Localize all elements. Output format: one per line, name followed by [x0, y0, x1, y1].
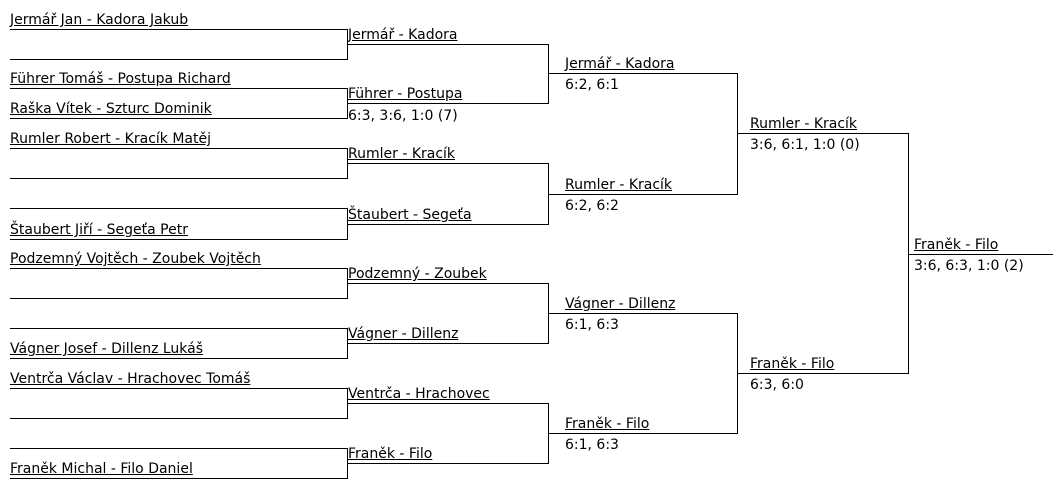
r2-score: 6:3, 3:6, 1:0 (7): [348, 108, 458, 124]
r2-pair: Rumler - Kracík: [348, 146, 456, 162]
r4-pair: Rumler - Kracík: [750, 116, 858, 132]
r2-line: [347, 163, 548, 164]
r3-line: [548, 194, 737, 195]
r1-line: [10, 239, 347, 240]
r3-pair: Franěk - Filo: [565, 416, 650, 432]
r1-entry: Franěk Michal - Filo Daniel: [10, 461, 193, 477]
r1-line: [10, 448, 347, 449]
r2-line: [347, 343, 548, 344]
r2-pair: Franěk - Filo: [348, 446, 433, 462]
r3-score: 6:2, 6:1: [565, 77, 619, 93]
r2-line: [347, 44, 548, 45]
r3-score: 6:2, 6:2: [565, 198, 619, 214]
r1-line: [10, 478, 347, 479]
r2-line: [347, 103, 548, 104]
r2-pair: Štaubert - Segeťa: [348, 207, 472, 223]
r1-entry: Ventrča Václav - Hrachovec Tomáš: [10, 371, 251, 387]
r2-line: [347, 283, 548, 284]
r1-line: [10, 88, 347, 89]
r4-score: 3:6, 6:1, 1:0 (0): [750, 137, 860, 153]
r3-connector: [737, 73, 738, 195]
r1-line: [10, 328, 347, 329]
r4-score: 6:3, 6:0: [750, 377, 804, 393]
r3-line: [548, 313, 737, 314]
r2-pair: Podzemný - Zoubek: [348, 266, 487, 282]
r2-pair: Führer - Postupa: [348, 86, 463, 102]
r2-pair: Vágner - Dillenz: [348, 326, 459, 342]
r1-line: [10, 208, 347, 209]
r1-entry: Raška Vítek - Szturc Dominik: [10, 101, 212, 117]
r3-pair: Jermář - Kadora: [565, 56, 675, 72]
r2-line: [347, 463, 548, 464]
r1-entry: Podzemný Vojtěch - Zoubek Vojtěch: [10, 251, 261, 267]
r4-line: [737, 373, 908, 374]
r1-entry: Rumler Robert - Kracík Matěj: [10, 131, 211, 147]
r1-entry: Štaubert Jiří - Segeťa Petr: [10, 222, 188, 238]
r3-line: [548, 433, 737, 434]
r3-score: 6:1, 6:3: [565, 317, 619, 333]
r1-line: [10, 118, 347, 119]
r1-line: [10, 29, 347, 30]
r1-line: [10, 358, 347, 359]
r4-line: [737, 133, 908, 134]
r1-line: [10, 59, 347, 60]
r1-line: [10, 148, 347, 149]
final-score: 3:6, 6:3, 1:0 (2): [914, 258, 1024, 274]
r2-pair: Ventrča - Hrachovec: [348, 386, 490, 402]
r3-score: 6:1, 6:3: [565, 437, 619, 453]
r3-line: [548, 73, 737, 74]
r1-line: [10, 178, 347, 179]
r1-entry: Vágner Josef - Dillenz Lukáš: [10, 341, 204, 357]
r1-line: [10, 418, 347, 419]
r3-pair: Rumler - Kracík: [565, 177, 673, 193]
final-line: [908, 254, 1053, 255]
r1-entry: Jermář Jan - Kadora Jakub: [10, 12, 189, 28]
r3-pair: Vágner - Dillenz: [565, 296, 676, 312]
r1-line: [10, 268, 347, 269]
r1-entry: Führer Tomáš - Postupa Richard: [10, 71, 231, 87]
r2-line: [347, 403, 548, 404]
r2-line: [347, 224, 548, 225]
r2-pair: Jermář - Kadora: [348, 27, 458, 43]
r1-line: [10, 298, 347, 299]
r2-connector: [548, 44, 549, 104]
r1-line: [10, 388, 347, 389]
final-pair: Franěk - Filo: [914, 237, 999, 253]
r4-pair: Franěk - Filo: [750, 356, 835, 372]
